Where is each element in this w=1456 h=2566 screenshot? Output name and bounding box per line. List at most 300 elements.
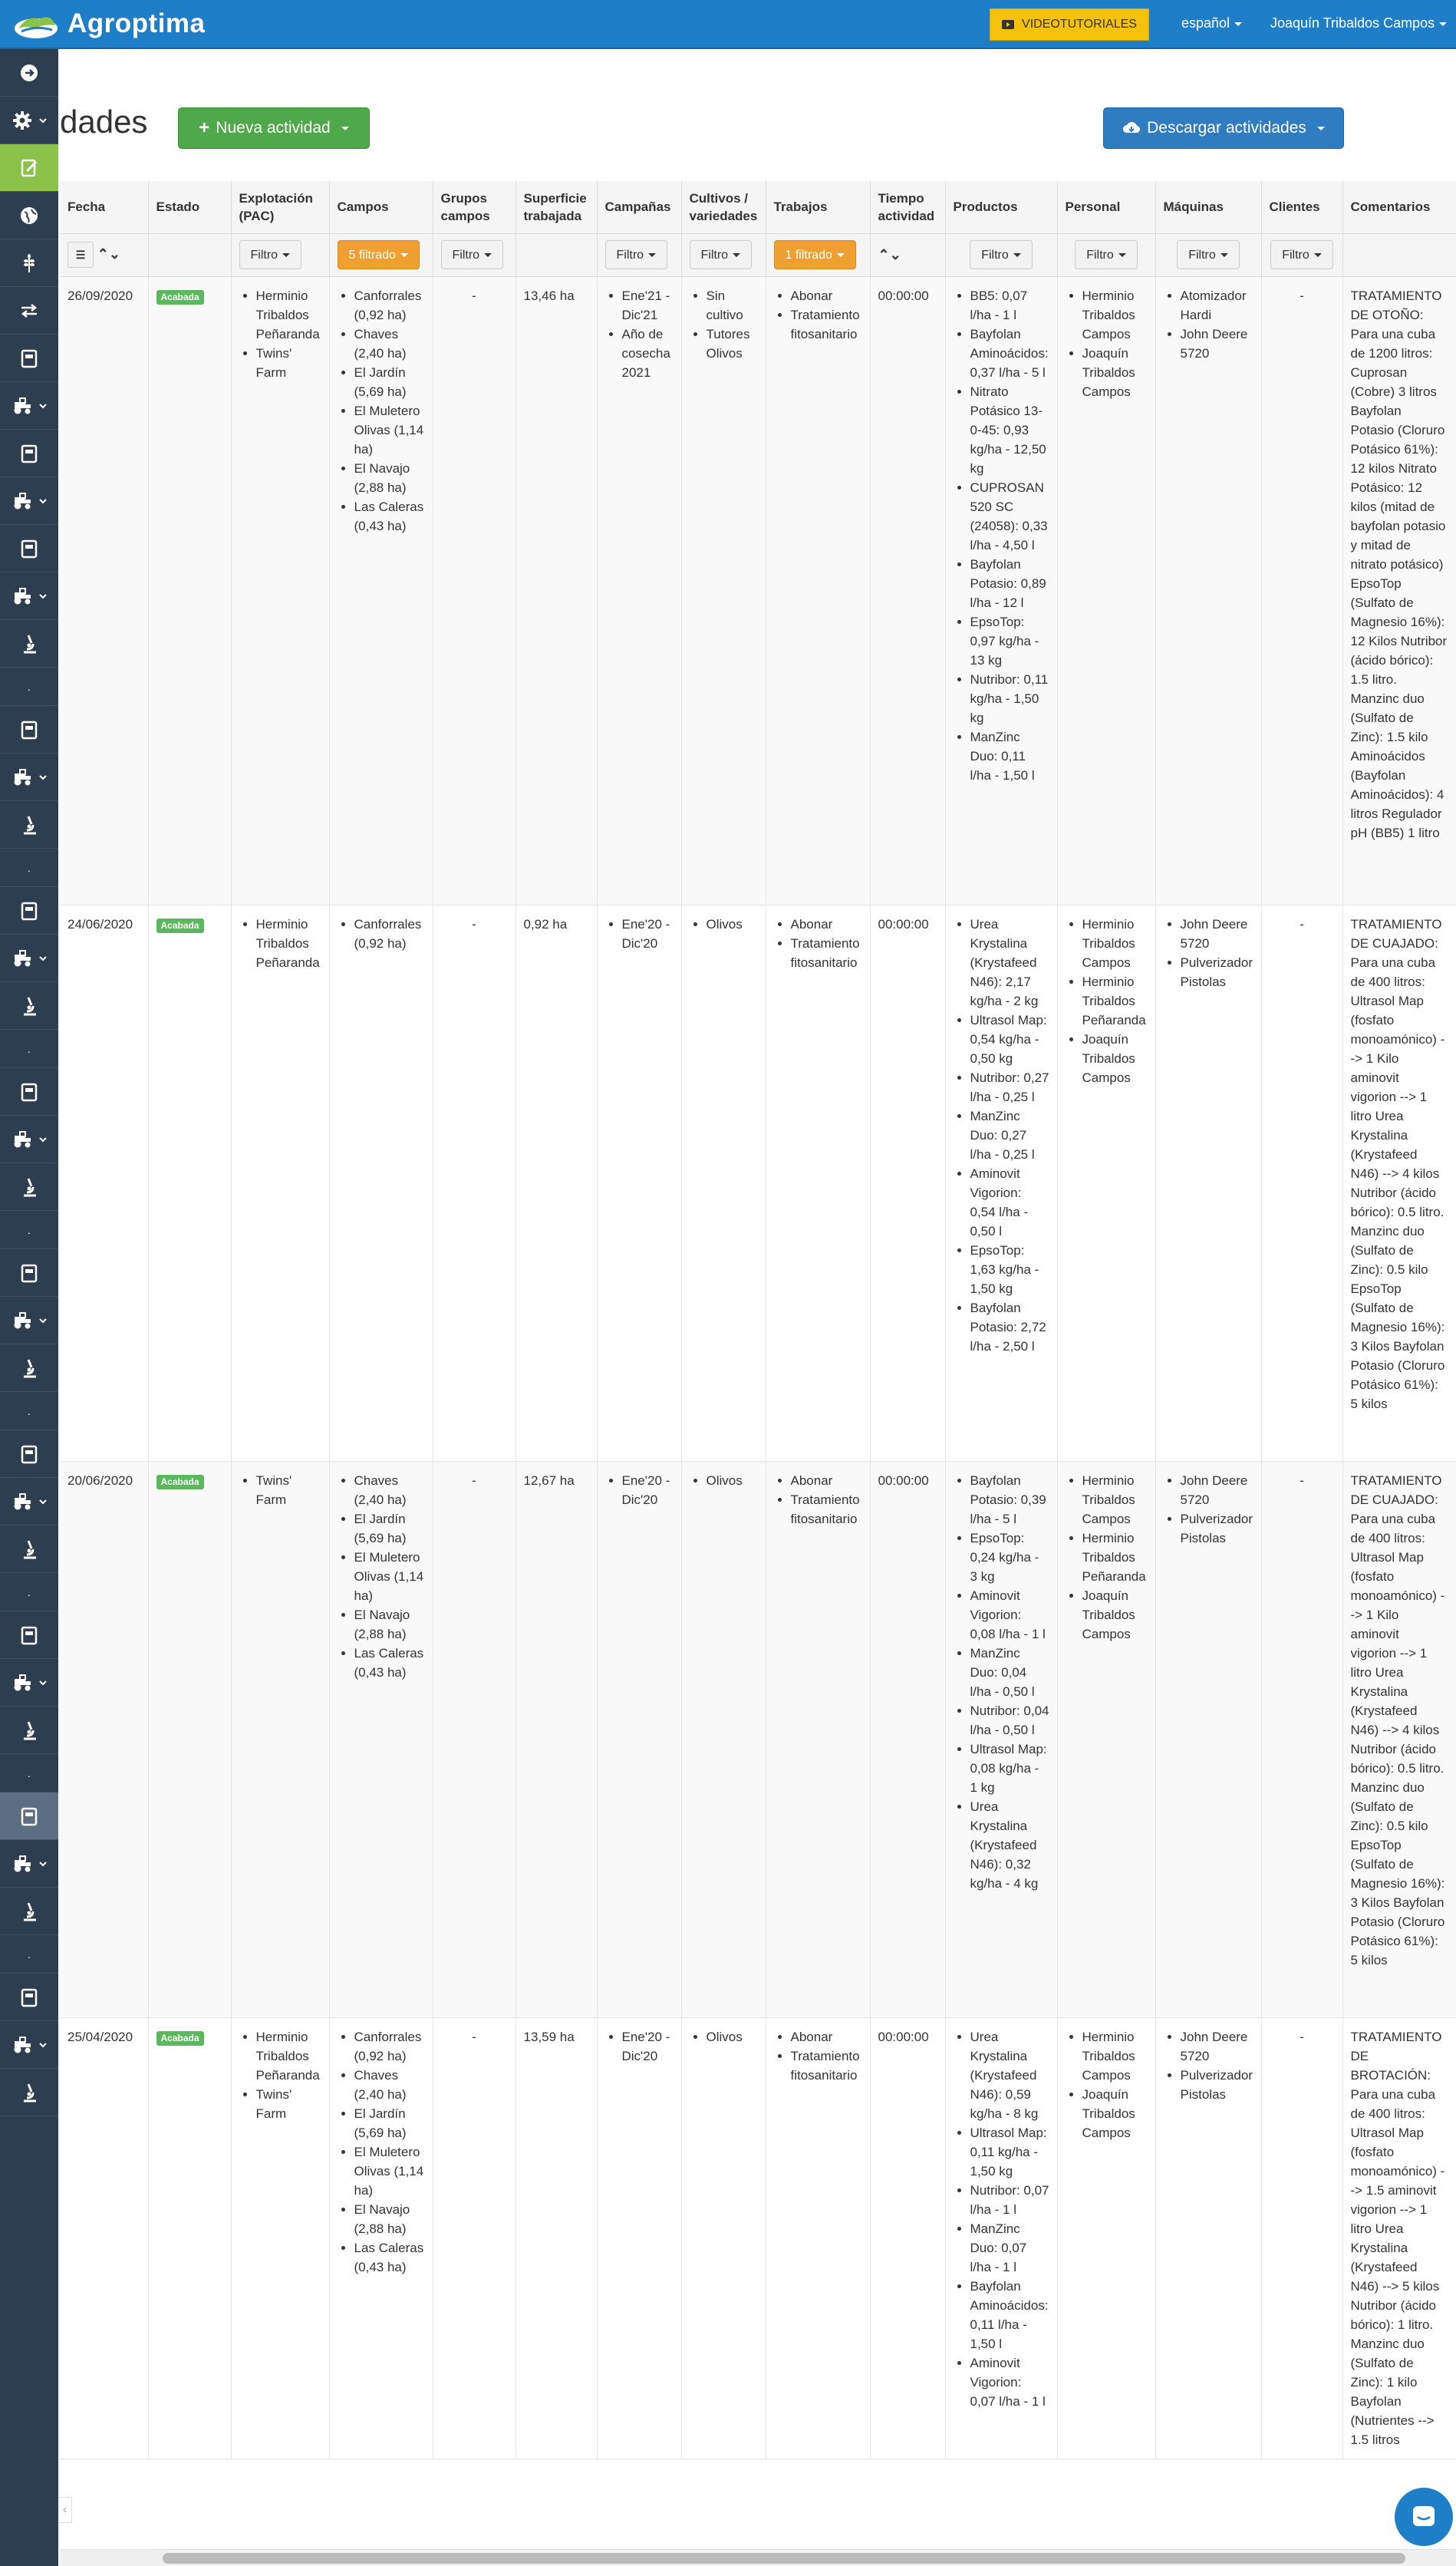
video-tutorials-button[interactable]	[990, 8, 1149, 41]
tractor-icon	[11, 585, 34, 608]
cell-maquinas	[1155, 2017, 1261, 2459]
list-item: • EpsoTop: 0,97 kg/ha - 13 kg	[970, 612, 1049, 670]
cell-maquinas	[1155, 1461, 1261, 2017]
list-item: • Canforrales (0,92 ha)	[354, 2027, 425, 2066]
sidebar-item-notebook-edit[interactable]	[0, 144, 58, 192]
cell-clientes	[1261, 905, 1342, 1461]
cell-grupos	[433, 2017, 516, 2459]
list-item: • El Muletero Olivas (1,14 ha)	[354, 1548, 425, 1605]
list-item: • Bayfolan Potasio: 0,89 l/ha - 12 l	[970, 555, 1049, 612]
microscope-icon	[18, 1719, 41, 1742]
microscope-icon	[18, 1357, 41, 1380]
app-logo[interactable]	[12, 6, 206, 41]
tractor-icon	[11, 766, 34, 789]
filter-button[interactable]	[239, 240, 302, 269]
chat-launcher-button[interactable]	[1395, 2488, 1453, 2546]
sidebar	[0, 49, 58, 2566]
sidebar-separator-dot[interactable]	[0, 1573, 58, 1611]
list-item: • Joaquín Tribaldos Campos	[1082, 1030, 1148, 1087]
filter-cell	[1342, 233, 1456, 276]
activities-table-wrapper	[60, 181, 1456, 2456]
fecha-value: 24/06/2020	[68, 916, 133, 932]
list-item: • Pulverizador Pistolas	[1181, 953, 1253, 991]
cultivos-list	[690, 286, 758, 363]
superficie-value: 13,59 ha	[523, 2029, 575, 2044]
list-item: • Ultrasol Map: 0,08 kg/ha - 1 kg	[970, 1740, 1049, 1797]
sidebar-separator-dot[interactable]	[0, 1030, 58, 1068]
cell-superficie	[516, 905, 597, 1461]
sort-icon[interactable]: ⌃⌄	[97, 246, 120, 262]
chevron-down-icon	[38, 496, 48, 506]
cell-fecha	[60, 2017, 148, 2459]
chevron-down-icon	[38, 401, 48, 411]
chevron-down-icon	[341, 127, 349, 130]
chevron-down-icon	[484, 253, 492, 257]
download-activities-button[interactable]	[1103, 107, 1344, 149]
sidebar-item-tractor[interactable]	[0, 1478, 58, 1525]
notebook-icon	[18, 537, 41, 560]
list-item: • Las Caleras (0,43 ha)	[354, 497, 425, 536]
cell-campos	[329, 905, 433, 1461]
sidebar-item-tractor[interactable]	[0, 2021, 58, 2069]
sidebar-item-microscope[interactable]	[0, 1525, 58, 1573]
dot-icon: .	[28, 1766, 31, 1779]
list-item: • Bayfolan Aminoácidos: 0,11 l/ha - 1,50 l	[970, 2277, 1049, 2353]
video-tutorials-label: VIDEOTUTORIALES	[1022, 18, 1137, 31]
list-item: • Olivos	[707, 915, 758, 934]
list-item: • Ene'21 - Dic'21	[622, 286, 674, 325]
cell-superficie	[516, 2017, 597, 2459]
exchange-icon	[18, 299, 41, 322]
list-item: • Aminovit Vigorion: 0,54 l/ha - 0,50 l	[970, 1164, 1049, 1241]
status-badge: Acabada	[156, 290, 204, 305]
sidebar-separator-dot[interactable]	[0, 1392, 58, 1430]
list-item: • Canforrales (0,92 ha)	[354, 286, 425, 325]
notebook-icon	[18, 347, 41, 370]
filter-button[interactable]	[605, 240, 668, 269]
top-navbar	[0, 0, 1456, 49]
productos-list	[954, 915, 1049, 1356]
cell-campanas	[597, 905, 681, 1461]
sidebar-item-tractor[interactable]	[0, 1116, 58, 1163]
sidebar-item-microscope[interactable]	[0, 1163, 58, 1211]
list-item: • Chaves (2,40 ha)	[354, 325, 425, 363]
sidebar-item-microscope[interactable]	[0, 620, 58, 668]
clientes-value: -	[1300, 916, 1304, 932]
microscope-icon	[18, 2081, 41, 2104]
cell-estado	[148, 276, 231, 905]
scrollbar-thumb[interactable]	[163, 2553, 1405, 2564]
list-item: • Nutribor: 0,11 kg/ha - 1,50 kg	[970, 670, 1049, 727]
filter-label: Filtro	[250, 248, 278, 262]
list-item: • Urea Krystalina (Krystafeed N46): 0,32 kg/ha - 4 kg	[970, 1797, 1049, 1893]
cell-productos	[945, 2017, 1057, 2459]
list-item: • BB5: 0,07 l/ha - 1 l	[970, 286, 1049, 325]
cell-campanas	[597, 1461, 681, 2017]
cell-estado	[148, 1461, 231, 2017]
brand-name: Agroptima	[68, 8, 206, 38]
superficie-value: 0,92 ha	[523, 916, 568, 932]
sidebar-item-microscope[interactable]	[0, 801, 58, 849]
sidebar-item-tractor[interactable]	[0, 754, 58, 801]
sidebar-item-microscope[interactable]	[0, 1888, 58, 1935]
sidebar-item-microscope[interactable]	[0, 2069, 58, 2116]
cell-campos	[329, 1461, 433, 2017]
sidebar-item-notebook[interactable]	[0, 1068, 58, 1116]
list-item: • Canforrales (0,92 ha)	[354, 915, 425, 953]
list-item: • Herminio Tribaldos Campos	[1082, 915, 1148, 972]
notebook-edit-icon	[18, 157, 41, 180]
trabajos-list	[774, 1471, 862, 1529]
horizontal-scrollbar[interactable]	[60, 2549, 1456, 2566]
maquinas-list	[1164, 2027, 1253, 2104]
sidebar-item-tractor[interactable]	[0, 1659, 58, 1707]
cell-trabajos	[766, 276, 870, 905]
activities-table	[60, 181, 1456, 2459]
table-filter-row	[60, 233, 1456, 276]
fecha-value: 26/09/2020	[68, 288, 133, 303]
chevron-down-icon	[38, 592, 48, 601]
dot-icon: .	[28, 680, 31, 693]
cell-trabajos	[766, 2017, 870, 2459]
column-header: Personal	[1057, 181, 1155, 233]
notebook-icon	[18, 442, 41, 465]
filter-label: Filtro	[452, 248, 480, 262]
list-item: • EpsoTop: 1,63 kg/ha - 1,50 kg	[970, 1241, 1049, 1298]
notebook-icon	[18, 1262, 41, 1285]
campanas-list	[605, 1471, 674, 1509]
list-item: • Nitrato Potásico 13-0-45: 0,93 kg/ha - 12,50 kg	[970, 382, 1049, 478]
sidebar-item-microscope[interactable]	[0, 982, 58, 1030]
table-row[interactable]	[60, 276, 1456, 905]
filter-button[interactable]	[1177, 240, 1240, 269]
list-item: • El Jardín (5,69 ha)	[354, 363, 425, 401]
filter-button[interactable]	[441, 240, 504, 269]
sidebar-item-notebook[interactable]	[0, 335, 58, 382]
list-item: • Herminio Tribaldos Peñaranda	[1082, 972, 1148, 1030]
list-item: • Urea Krystalina (Krystafeed N46): 2,17 kg/ha - 2 kg	[970, 915, 1049, 1011]
list-item: • Herminio Tribaldos Campos	[1082, 286, 1148, 344]
filter-label: Filtro	[1188, 248, 1216, 262]
sidebar-item-exchange[interactable]	[0, 287, 58, 335]
cell-comentarios	[1342, 1461, 1456, 2017]
personal-list	[1066, 915, 1148, 1087]
list-item: • Nutribor: 0,04 l/ha - 0,50 l	[970, 1701, 1049, 1740]
chevron-down-icon	[282, 253, 290, 257]
list-item: • Joaquín Tribaldos Campos	[1082, 1586, 1148, 1644]
microscope-icon	[18, 1900, 41, 1923]
explotacion-list	[239, 915, 321, 972]
list-item: • Herminio Tribaldos Peñaranda	[1082, 1529, 1148, 1586]
sidebar-separator-dot[interactable]	[0, 1211, 58, 1249]
sidebar-separator-dot[interactable]	[0, 1935, 58, 1974]
list-item: • Pulverizador Pistolas	[1181, 1509, 1253, 1548]
status-badge: Acabada	[156, 919, 204, 933]
cell-cultivos	[681, 2017, 766, 2459]
list-item: • El Muletero Olivas (1,14 ha)	[354, 2142, 425, 2200]
filter-button[interactable]	[690, 240, 753, 269]
campos-list	[338, 1471, 425, 1682]
new-activity-button[interactable]	[178, 107, 370, 149]
cell-personal	[1057, 1461, 1155, 2017]
sidebar-item-tractor[interactable]	[0, 1840, 58, 1888]
notebook-icon	[18, 899, 41, 922]
sidebar-item-tractor[interactable]	[0, 477, 58, 525]
user-dropdown[interactable]	[1270, 15, 1447, 31]
microscope-icon	[18, 1176, 41, 1199]
download-activities-label: Descargar actividades	[1147, 119, 1306, 137]
list-item: • El Jardín (5,69 ha)	[354, 2104, 425, 2142]
list-item: • Joaquín Tribaldos Campos	[1082, 344, 1148, 401]
comment-text: TRATAMIENTO DE OTOÑO: Para una cuba de 1200 litros: Cuprosan (Cobre) 3 litros Bayfolan Potasio (Cloruro Potásico 61%): 12 kilos Nitrato Potásico: 12 kilos (mitad de bayfolan potasio y mitad de nitrato potásico) EpsoTop (Sulfato de Magnesio 16%): 12 Kilos Nutribor (ácido bórico): 1.5 litro. Manzinc duo (Sulfato de Zinc): 1.5 kilo Aminoácidos (Bayfolan Aminoácidos): 4 litros Regulador pH (BB5) 1 litro	[1350, 288, 1448, 840]
filter-cell	[433, 233, 516, 276]
grupos-value: -	[472, 288, 476, 303]
campanas-list	[605, 915, 674, 953]
column-header: Clientes	[1261, 181, 1342, 233]
menu-icon[interactable]: ☰	[68, 242, 94, 268]
cell-cultivos	[681, 276, 766, 905]
sidebar-item-wheat[interactable]	[0, 239, 58, 287]
list-item: • Pulverizador Pistolas	[1181, 2066, 1253, 2104]
list-item: • Ene'20 - Dic'20	[622, 1471, 674, 1509]
column-header: Campañas	[597, 181, 681, 233]
filter-button[interactable]	[774, 240, 856, 269]
chevron-down-icon	[1234, 22, 1242, 26]
list-item: • El Muletero Olivas (1,14 ha)	[354, 401, 425, 459]
arrow-circle-icon	[18, 61, 41, 84]
cell-personal	[1057, 276, 1155, 905]
list-item: • Tutores Olivos	[707, 325, 758, 363]
list-item: • Tratamiento fitosanitario	[791, 1490, 862, 1529]
list-item: • Ultrasol Map: 0,11 kg/ha - 1,50 kg	[970, 2123, 1049, 2181]
notebook-icon	[18, 1624, 41, 1647]
cell-tiempo	[870, 1461, 945, 2017]
notebook-icon	[18, 1080, 41, 1103]
trabajos-list	[774, 286, 862, 344]
sidebar-item-notebook[interactable]	[0, 525, 58, 572]
explotacion-list	[239, 286, 321, 382]
grupos-value: -	[472, 916, 476, 932]
table-row[interactable]	[60, 1461, 1456, 2017]
sidebar-item-notebook[interactable]	[0, 1430, 58, 1478]
sidebar-item-microscope[interactable]	[0, 1344, 58, 1392]
personal-list	[1066, 2027, 1148, 2142]
list-item: • Herminio Tribaldos Peñaranda	[256, 915, 321, 972]
chevron-down-icon	[1314, 253, 1322, 257]
cell-cultivos	[681, 905, 766, 1461]
filter-label: 5 filtrado	[348, 248, 396, 262]
tractor-icon	[11, 1309, 34, 1332]
chevron-down-icon	[837, 253, 845, 257]
user-name: Joaquín Tribaldos Campos	[1270, 15, 1435, 31]
cell-campanas	[597, 2017, 681, 2459]
explotacion-list	[239, 1471, 321, 1509]
sidebar-item-gear[interactable]	[0, 97, 58, 144]
sidebar-item-notebook[interactable]	[0, 706, 58, 754]
cell-trabajos	[766, 905, 870, 1461]
dot-icon: .	[28, 1223, 31, 1236]
chevron-down-icon	[1220, 253, 1228, 257]
table-row[interactable]	[60, 2017, 1456, 2459]
sidebar-item-arrow-circle[interactable]	[0, 49, 58, 97]
sidebar-item-notebook[interactable]	[0, 1974, 58, 2021]
cell-estado	[148, 905, 231, 1461]
filter-label: Filtro	[981, 248, 1009, 262]
chevron-down-icon	[648, 253, 656, 257]
list-item: • Ultrasol Map: 0,54 kg/ha - 0,50 kg	[970, 1011, 1049, 1068]
cell-personal	[1057, 905, 1155, 1461]
list-item: • Chaves (2,40 ha)	[354, 1471, 425, 1509]
column-header: Trabajos	[766, 181, 870, 233]
list-item: • John Deere 5720	[1181, 2027, 1253, 2066]
filter-cell	[597, 233, 681, 276]
new-activity-label: Nueva actividad	[216, 119, 331, 137]
filter-button[interactable]	[1075, 240, 1138, 269]
cell-maquinas	[1155, 905, 1261, 1461]
tractor-icon	[11, 394, 34, 417]
cell-tiempo	[870, 2017, 945, 2459]
list-item: • Tratamiento fitosanitario	[791, 305, 862, 344]
sort-icon[interactable]: ⌃⌄	[878, 246, 901, 262]
column-header: Superficie trabajada	[516, 181, 597, 233]
column-header: Productos	[945, 181, 1057, 233]
dot-icon: .	[28, 1585, 31, 1598]
cell-fecha	[60, 1461, 148, 2017]
sidebar-item-notebook[interactable]	[0, 430, 58, 477]
cell-explotacion	[231, 905, 329, 1461]
sidebar-item-notebook[interactable]	[0, 887, 58, 935]
list-item: • Bayfolan Potasio: 2,72 l/ha - 2,50 l	[970, 1298, 1049, 1356]
campos-list	[338, 286, 425, 536]
chevron-down-icon	[38, 1316, 48, 1325]
list-item: • Twins' Farm	[256, 1471, 321, 1509]
cell-productos	[945, 905, 1057, 1461]
cell-comentarios	[1342, 905, 1456, 1461]
filter-button[interactable]	[338, 240, 420, 269]
sidebar-item-tractor[interactable]	[0, 382, 58, 430]
sidebar-separator-dot[interactable]	[0, 668, 58, 706]
sidebar-item-tractor[interactable]	[0, 1297, 58, 1344]
microscope-icon	[18, 632, 41, 655]
table-row[interactable]	[60, 905, 1456, 1461]
filter-label: Filtro	[616, 248, 644, 262]
dot-icon: .	[28, 1404, 31, 1417]
cell-comentarios	[1342, 2017, 1456, 2459]
filter-cell	[766, 233, 870, 276]
column-header: Campos	[329, 181, 433, 233]
productos-list	[954, 286, 1049, 785]
cell-explotacion	[231, 276, 329, 905]
clientes-value: -	[1300, 288, 1304, 303]
campos-list	[338, 2027, 425, 2277]
list-item: • El Navajo (2,88 ha)	[354, 459, 425, 497]
column-header: Grupos campos	[433, 181, 516, 233]
chevron-down-icon	[1118, 253, 1126, 257]
sidebar-item-notebook[interactable]	[0, 1249, 58, 1297]
list-item: • Urea Krystalina (Krystafeed N46): 0,59 kg/ha - 8 kg	[970, 2027, 1049, 2123]
comment-text: TRATAMIENTO DE CUAJADO: Para una cuba de 400 litros: Ultrasol Map (fosfato monoamónico) --> 1 Kilo aminovit vigorion --> 1 litro Urea Krystalina (Krystafeed N46) --> 4 kilos Nutribor (ácido bórico): 0.5 litro. Manzinc duo (Sulfato de Zinc): 0.5 kilo EpsoTop (Sulfato de Magnesio 16%): 3 Kilos Bayfolan Potasio (Cloruro Potásico 61%): 5 kilos	[1350, 916, 1445, 1411]
microscope-icon	[18, 1538, 41, 1561]
list-item: • ManZinc Duo: 0,27 l/ha - 0,25 l	[970, 1107, 1049, 1164]
list-item: • John Deere 5720	[1181, 1471, 1253, 1509]
filter-cell	[945, 233, 1057, 276]
chevron-down-icon	[733, 253, 740, 257]
tractor-icon	[11, 490, 34, 513]
column-header: Tiempo actividad	[870, 181, 945, 233]
grupos-value: -	[472, 1473, 476, 1488]
chevron-down-icon	[38, 1859, 48, 1868]
gear-icon	[11, 109, 34, 132]
cell-campos	[329, 276, 433, 905]
list-item: • Herminio Tribaldos Peñaranda	[256, 2027, 321, 2085]
list-item: • Bayfolan Aminoácidos: 0,37 l/ha - 5 l	[970, 325, 1049, 382]
cell-clientes	[1261, 2017, 1342, 2459]
youtube-icon	[1002, 20, 1014, 29]
dot-icon: .	[28, 1042, 31, 1055]
collapse-sidebar-handle[interactable]: ‹	[58, 2497, 72, 2523]
column-header: Máquinas	[1155, 181, 1261, 233]
tiempo-value: 00:00:00	[878, 916, 929, 932]
grupos-value: -	[472, 2029, 476, 2044]
filter-button[interactable]	[970, 240, 1033, 269]
chevron-down-icon	[38, 116, 48, 125]
table-header-row	[60, 181, 1456, 233]
cloud-download-icon	[1122, 120, 1141, 136]
list-item: • El Navajo (2,88 ha)	[354, 1605, 425, 1644]
language-dropdown[interactable]	[1181, 15, 1242, 31]
sidebar-separator-dot[interactable]	[0, 1754, 58, 1793]
list-item: • Herminio Tribaldos Peñaranda	[256, 286, 321, 344]
sidebar-item-globe[interactable]	[0, 192, 58, 239]
sidebar-item-notebook[interactable]	[0, 1611, 58, 1659]
cell-superficie	[516, 1461, 597, 2017]
sidebar-item-tractor[interactable]	[0, 572, 58, 620]
chat-icon	[1410, 2503, 1438, 2531]
cell-trabajos	[766, 1461, 870, 2017]
chevron-down-icon	[400, 253, 408, 257]
list-item: • Atomizador Hardi	[1181, 286, 1253, 325]
campanas-list	[605, 286, 674, 382]
filter-label: 1 filtrado	[785, 248, 832, 262]
sidebar-item-microscope[interactable]	[0, 1707, 58, 1754]
sidebar-item-tractor[interactable]	[0, 935, 58, 982]
column-header: Comentarios	[1342, 181, 1456, 233]
productos-list	[954, 1471, 1049, 1893]
plus-icon: +	[199, 117, 210, 138]
microscope-icon	[18, 813, 41, 836]
dot-icon: .	[28, 861, 31, 874]
list-item: • CUPROSAN 520 SC (24058): 0,33 l/ha - 4,50 l	[970, 478, 1049, 555]
tiempo-value: 00:00:00	[878, 288, 929, 303]
sidebar-item-notebook[interactable]	[0, 1793, 58, 1840]
chevron-down-icon	[38, 773, 48, 782]
list-item: • Chaves (2,40 ha)	[354, 2066, 425, 2104]
cell-grupos	[433, 905, 516, 1461]
filter-cell	[1057, 233, 1155, 276]
list-item: • Nutribor: 0,27 l/ha - 0,25 l	[970, 1068, 1049, 1107]
filter-cell	[681, 233, 766, 276]
status-badge: Acabada	[156, 2031, 204, 2046]
filter-cell	[231, 233, 329, 276]
sidebar-separator-dot[interactable]	[0, 849, 58, 887]
tractor-icon	[11, 2033, 34, 2056]
chevron-down-icon	[1013, 253, 1021, 257]
list-item: • ManZinc Duo: 0,04 l/ha - 0,50 l	[970, 1644, 1049, 1701]
filter-button[interactable]	[1270, 240, 1333, 269]
tractor-icon	[11, 947, 34, 970]
filter-cell	[870, 233, 945, 276]
filter-cell	[1155, 233, 1261, 276]
